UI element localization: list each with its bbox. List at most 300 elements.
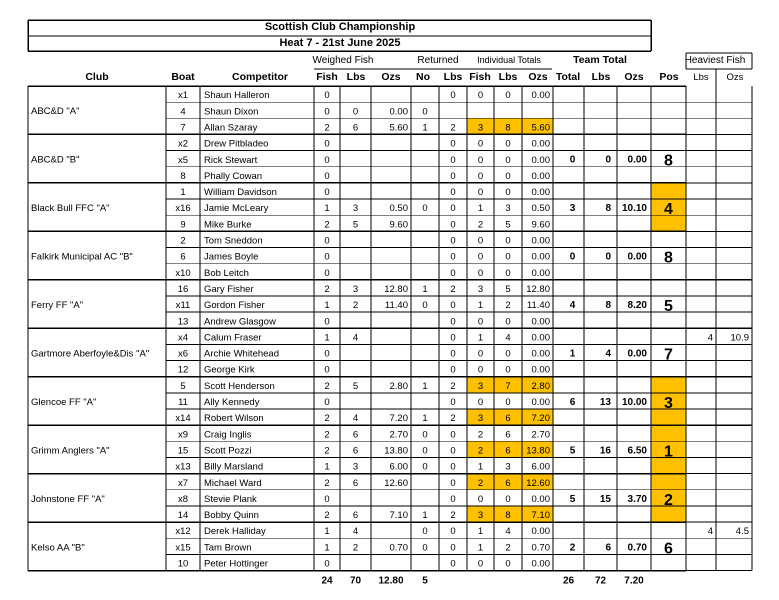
col-header-individual-fish: Fish (469, 71, 491, 83)
team-position: 8 (664, 249, 673, 267)
col-header-team-total: Total (555, 71, 581, 83)
individual-lbs: 0 (505, 170, 511, 182)
team-position: 4 (664, 201, 673, 219)
col-header-competitor: Competitor (232, 71, 288, 83)
competitor-name: Andrew Glasgow (204, 316, 276, 328)
individual-lbs: 6 (505, 429, 511, 441)
competitor-name: Calum Fraser (204, 332, 262, 344)
individual-fish: 2 (477, 429, 484, 441)
returned-count: 0 (422, 461, 428, 473)
weighed-fish-count: 1 (324, 542, 330, 554)
total-weighed-ozs: 12.80 (378, 575, 404, 587)
boat-number: x12 (175, 526, 191, 538)
individual-lbs: 0 (505, 493, 511, 505)
returned-lbs: 0 (450, 219, 456, 231)
competitor-name: Gary Fisher (204, 283, 254, 295)
individual-ozs: 6.00 (531, 461, 550, 473)
returned-lbs: 2 (450, 283, 456, 295)
individual-lbs: 0 (505, 235, 511, 247)
competitor-name: Jamie McLeary (204, 203, 269, 215)
team-total-lbs: 0 (605, 251, 611, 263)
returned-count: 1 (422, 510, 428, 522)
team-total-lbs: 13 (599, 396, 611, 408)
competitor-name: Derek Halliday (204, 526, 266, 538)
team-total-ozs: 8.20 (627, 300, 647, 312)
individual-ozs: 12.80 (526, 283, 550, 295)
individual-fish: 3 (477, 510, 484, 522)
returned-lbs: 0 (450, 445, 456, 457)
competitor-name: William Davidson (204, 187, 277, 199)
team-total-fish: 0 (569, 251, 576, 263)
team-position: 5 (664, 298, 673, 316)
competitor-name: Shaun Dixon (204, 106, 259, 118)
individual-lbs: 6 (505, 413, 511, 425)
returned-lbs: 0 (450, 235, 456, 247)
cell-fills (467, 118, 686, 522)
returned-lbs: 0 (450, 558, 456, 570)
returned-lbs: 0 (450, 251, 456, 263)
returned-lbs: 2 (450, 380, 456, 392)
returned-lbs: 0 (450, 187, 456, 199)
team-position: 2 (664, 491, 673, 509)
col-header-heaviest-lbs: Lbs (693, 72, 709, 83)
individual-fish: 1 (477, 461, 484, 473)
weighed-fish-count: 0 (324, 106, 330, 118)
individual-fish: 0 (477, 493, 484, 505)
individual-fish: 3 (477, 283, 484, 295)
weighed-fish-count: 1 (324, 526, 330, 538)
returned-lbs: 0 (450, 203, 456, 215)
individual-lbs: 0 (505, 364, 511, 376)
weighed-ozs: 7.10 (389, 510, 408, 522)
weighed-fish-count: 2 (324, 380, 330, 392)
col-header-returned-no: No (416, 71, 430, 83)
individual-ozs: 12.60 (526, 477, 550, 489)
individual-lbs: 0 (505, 90, 511, 102)
team-total-group-header: Team Total (573, 54, 627, 66)
individual-ozs: 0.00 (531, 364, 550, 376)
competitor-name: Scott Pozzi (204, 445, 252, 457)
individual-lbs: 0 (505, 267, 511, 279)
total-team-ozs: 7.20 (624, 575, 644, 587)
returned-lbs: 0 (450, 429, 456, 441)
competitor-name: James Boyle (204, 251, 259, 263)
weighed-fish-count: 0 (324, 187, 330, 199)
col-header-returned-lbs: Lbs (443, 71, 463, 83)
competitor-name: Gordon Fisher (204, 300, 265, 312)
individual-lbs: 0 (505, 138, 511, 150)
team-position: 1 (664, 443, 673, 461)
returned-lbs: 0 (450, 542, 456, 554)
weighed-ozs: 7.20 (389, 413, 408, 425)
team-position: 6 (664, 540, 673, 558)
boat-number: 4 (180, 106, 186, 118)
returned-count: 1 (422, 380, 428, 392)
col-header-weighed-lbs: Lbs (346, 71, 366, 83)
individual-lbs: 7 (505, 380, 511, 392)
competitor-name: Mike Burke (204, 219, 252, 231)
boat-number: x11 (175, 300, 191, 312)
totals-row (321, 576, 644, 587)
weighed-fish-count: 1 (324, 300, 330, 312)
boat-number: x10 (175, 267, 191, 279)
total-weighed-fish: 24 (321, 575, 333, 587)
returned-lbs: 0 (450, 348, 456, 360)
competitor-name: Bobby Quinn (204, 510, 259, 522)
individual-ozs: 0.00 (531, 397, 550, 408)
weighed-fish-count: 0 (324, 154, 330, 166)
returned-group-header: Returned (417, 55, 459, 66)
returned-lbs: 0 (450, 526, 456, 538)
weighed-fish-count: 0 (324, 397, 330, 408)
individual-lbs: 0 (505, 316, 511, 328)
individual-lbs: 0 (505, 187, 511, 199)
club-name: Kelso AA "B" (31, 542, 85, 554)
team-total-ozs: 0.00 (627, 348, 647, 360)
individual-lbs: 2 (505, 542, 511, 554)
weighed-fish-count: 2 (324, 445, 330, 457)
weighed-lbs: 6 (352, 445, 359, 457)
individual-fish: 0 (477, 138, 484, 150)
weighed-ozs: 0.00 (389, 106, 408, 118)
team-total-ozs: 0.70 (627, 542, 647, 554)
individual-fish: 1 (477, 203, 484, 215)
weighed-fish-count: 0 (324, 348, 330, 360)
returned-count: 1 (422, 413, 428, 425)
weighed-fish-count: 2 (324, 219, 330, 231)
individual-totals-group-header: Individual Totals (477, 55, 541, 65)
weighed-lbs: 4 (352, 526, 359, 538)
weighed-fish-count: 0 (324, 138, 330, 150)
weighed-lbs: 2 (352, 542, 359, 554)
boat-number: x9 (177, 429, 189, 441)
weighed-lbs: 4 (352, 413, 359, 425)
boat-number: x14 (175, 413, 191, 425)
weighed-fish-count: 2 (324, 510, 330, 522)
total-team-fish: 26 (562, 575, 575, 587)
individual-ozs: 0.00 (531, 493, 550, 505)
total-team-lbs: 72 (594, 575, 607, 587)
weighed-fish-count: 0 (324, 364, 330, 376)
weighed-fish-count: 1 (324, 461, 330, 473)
individual-ozs: 0.00 (531, 251, 550, 263)
boat-number: 8 (180, 170, 186, 182)
col-header-weighed-ozs: Ozs (381, 71, 401, 83)
weighed-fish-count: 0 (324, 558, 330, 570)
team-total-lbs: 8 (605, 300, 611, 312)
boat-number: x6 (177, 348, 189, 360)
returned-count: 0 (422, 203, 428, 215)
weighed-lbs: 3 (352, 283, 359, 295)
individual-fish: 0 (477, 397, 484, 408)
individual-ozs: 0.00 (531, 267, 550, 279)
individual-ozs: 0.00 (531, 348, 550, 360)
returned-lbs: 2 (450, 413, 456, 425)
individual-lbs: 6 (505, 477, 511, 489)
individual-fish: 1 (477, 332, 484, 344)
team-total-lbs: 8 (605, 203, 611, 215)
individual-ozs: 13.80 (526, 445, 550, 457)
boat-number: 11 (178, 397, 188, 408)
team-total-ozs: 3.70 (627, 493, 647, 505)
individual-fish: 2 (477, 445, 484, 457)
individual-ozs: 0.00 (531, 332, 550, 344)
team-total-lbs: 4 (605, 348, 611, 360)
individual-fish: 0 (477, 187, 484, 199)
returned-count: 0 (422, 300, 428, 312)
weighed-ozs: 12.80 (384, 283, 408, 295)
individual-lbs: 4 (505, 332, 511, 344)
returned-lbs: 0 (450, 267, 456, 279)
team-position: 8 (664, 152, 673, 170)
returned-count: 1 (422, 122, 428, 134)
individual-fish: 0 (477, 235, 484, 247)
boat-number: x1 (177, 90, 189, 102)
individual-ozs: 0.00 (531, 235, 550, 247)
returned-count: 1 (422, 283, 428, 295)
individual-ozs: 0.50 (531, 203, 550, 215)
competitor-name: Allan Szaray (204, 122, 258, 134)
individual-fish: 0 (477, 316, 484, 328)
team-position: 3 (664, 394, 673, 412)
individual-fish: 0 (477, 364, 484, 376)
weighed-fish-count: 0 (324, 170, 330, 182)
returned-lbs: 0 (450, 170, 456, 182)
club-name: Glencoe FF "A" (31, 396, 97, 408)
returned-lbs: 0 (450, 493, 456, 505)
competitor-name: Tom Sneddon (204, 235, 263, 247)
heaviest-fish-lbs: 4 (707, 526, 713, 538)
team-total-fish: 2 (569, 542, 576, 554)
weighed-lbs: 5 (352, 219, 359, 231)
competitor-name: Michael Ward (204, 477, 262, 489)
weighed-fish-count: 0 (324, 493, 330, 505)
individual-lbs: 0 (505, 348, 511, 360)
weighed-ozs: 5.60 (389, 122, 408, 134)
weighed-lbs: 5 (352, 380, 359, 392)
individual-lbs: 0 (505, 558, 511, 570)
individual-fish: 1 (477, 300, 484, 312)
boat-number: 9 (180, 219, 186, 231)
col-header-position: Pos (659, 71, 679, 83)
club-name: Black Bull FFC "A" (31, 203, 110, 215)
individual-ozs: 0.00 (531, 138, 550, 150)
boat-number: x5 (177, 154, 189, 166)
individual-lbs: 0 (505, 251, 511, 263)
club-name: Ferry FF "A" (31, 300, 84, 312)
weighed-lbs: 3 (352, 203, 359, 215)
team-total-fish: 5 (569, 445, 576, 457)
boat-number: 14 (177, 510, 189, 522)
individual-lbs: 8 (505, 122, 511, 134)
weighed-fish-count: 1 (324, 203, 330, 215)
col-header-heaviest-ozs: Ozs (726, 72, 744, 83)
team-total-fish: 5 (569, 493, 576, 505)
team-total-fish: 0 (569, 154, 576, 166)
returned-lbs: 0 (450, 154, 456, 166)
team-total-lbs: 16 (599, 445, 611, 457)
weighed-fish-count: 1 (324, 332, 330, 344)
weighed-ozs: 6.00 (389, 461, 408, 473)
col-header-weighed-fish: Fish (316, 71, 338, 83)
boat-number: 16 (177, 283, 189, 295)
boat-number: 7 (180, 122, 186, 134)
club-name: ABC&D "B" (31, 154, 80, 166)
boat-number: x16 (175, 203, 191, 215)
boat-number: x4 (177, 332, 189, 344)
individual-ozs: 7.10 (531, 510, 550, 522)
individual-fish: 1 (477, 542, 484, 554)
returned-lbs: 2 (450, 122, 456, 134)
competitor-name: George Kirk (204, 364, 255, 376)
competitor-name: Stevie Plank (204, 493, 257, 505)
weighed-lbs: 2 (352, 300, 359, 312)
individual-fish: 2 (477, 219, 484, 231)
competitor-name: Scott Henderson (204, 380, 275, 392)
returned-lbs: 0 (450, 397, 456, 408)
competitor-name: Ally Kennedy (204, 397, 260, 408)
returned-lbs: 0 (450, 461, 456, 473)
weighed-ozs: 12.60 (384, 477, 408, 489)
individual-lbs: 2 (505, 300, 511, 312)
weighed-lbs: 6 (352, 477, 359, 489)
weighed-fish-count: 2 (324, 122, 330, 134)
individual-ozs: 0.00 (531, 170, 550, 182)
weighed-ozs: 13.80 (384, 445, 408, 457)
boat-number: 2 (180, 235, 186, 247)
individual-fish: 1 (477, 526, 484, 538)
competitor-name: Drew Pitbladeo (204, 138, 269, 150)
boat-number: x2 (177, 138, 189, 150)
individual-ozs: 2.70 (531, 429, 550, 441)
competitor-name: Bob Leitch (204, 267, 249, 279)
weighed-fish-count: 2 (324, 477, 330, 489)
individual-ozs: 2.80 (531, 380, 550, 392)
individual-fish: 0 (477, 154, 484, 166)
team-total-lbs: 0 (605, 154, 611, 166)
weighed-lbs: 4 (352, 332, 359, 344)
competitor-name: Craig Inglis (204, 429, 252, 441)
boat-number: x7 (177, 477, 189, 489)
individual-ozs: 0.00 (531, 154, 550, 166)
total-weighed-lbs: 70 (349, 575, 362, 587)
individual-fish: 3 (477, 413, 484, 425)
individual-ozs: 0.00 (531, 187, 550, 199)
heaviest-fish-group-header: Heaviest Fish (684, 55, 746, 66)
individual-ozs: 9.60 (531, 219, 550, 231)
competitor-name: Shaun Halleron (204, 90, 270, 102)
boat-number: 13 (177, 316, 189, 328)
team-total-ozs: 0.00 (627, 154, 647, 166)
boat-number: 10 (177, 558, 189, 570)
individual-ozs: 0.00 (531, 526, 550, 538)
weighed-fish-count: 0 (324, 316, 330, 328)
individual-fish: 0 (477, 558, 484, 570)
col-header-individual-ozs: Ozs (528, 71, 548, 83)
individual-ozs: 5.60 (531, 122, 550, 134)
individual-ozs: 0.00 (531, 316, 550, 328)
weighed-ozs: 2.70 (389, 429, 408, 441)
returned-lbs: 0 (450, 90, 456, 102)
boat-number: x8 (177, 493, 189, 505)
club-name: Johnstone FF "A" (31, 493, 105, 505)
weighed-fish-group-header: Weighed Fish (312, 55, 374, 66)
weighed-fish-count: 2 (324, 413, 330, 425)
competitor-name: Billy Marsland (204, 461, 264, 473)
returned-lbs: 0 (450, 316, 456, 328)
weighed-fish-count: 2 (324, 283, 330, 295)
individual-lbs: 4 (505, 526, 511, 538)
competitor-name: Robert Wilson (204, 413, 264, 425)
team-total-fish: 3 (569, 203, 576, 215)
individual-lbs: 8 (505, 510, 511, 522)
individual-ozs: 0.70 (531, 542, 550, 554)
column-headers (85, 71, 743, 83)
individual-lbs: 6 (505, 445, 511, 457)
weighed-ozs: 11.40 (384, 300, 408, 312)
heaviest-fish-ozs: 10.9 (730, 332, 749, 344)
weighed-fish-count: 2 (324, 429, 330, 441)
boat-number: 1 (180, 187, 186, 199)
individual-ozs: 0.00 (531, 90, 550, 102)
competitor-name: Peter Hottinger (204, 558, 268, 570)
weighed-lbs: 6 (352, 510, 359, 522)
team-total-lbs: 6 (605, 542, 611, 554)
weighed-lbs: 6 (352, 122, 359, 134)
boat-number: 15 (177, 445, 189, 457)
boat-number: 5 (180, 380, 186, 392)
returned-lbs: 0 (450, 477, 456, 489)
heaviest-fish-lbs: 4 (707, 332, 713, 344)
weighed-fish-count: 0 (324, 90, 330, 102)
team-total-fish: 1 (569, 348, 576, 360)
col-header-individual-lbs: Lbs (498, 71, 518, 83)
weighed-lbs: 0 (352, 106, 359, 118)
competitor-name: Phally Cowan (204, 170, 263, 182)
individual-lbs: 3 (505, 461, 511, 473)
individual-fish: 3 (477, 380, 484, 392)
weighed-ozs: 0.70 (389, 542, 408, 554)
team-total-ozs: 6.50 (627, 445, 647, 457)
team-total-ozs: 10.10 (621, 203, 647, 215)
heaviest-fish-ozs: 4.5 (735, 526, 749, 538)
weighed-fish-count: 0 (324, 251, 330, 263)
individual-lbs: 3 (505, 203, 511, 215)
individual-lbs: 0 (505, 154, 511, 166)
individual-lbs: 5 (505, 219, 511, 231)
returned-count: 0 (422, 445, 428, 457)
weighed-ozs: 2.80 (389, 380, 408, 392)
col-header-team-ozs: Ozs (624, 71, 644, 83)
returned-count: 0 (422, 429, 428, 441)
team-total-fish: 6 (569, 396, 576, 408)
team-total-lbs: 15 (599, 493, 611, 505)
returned-count: 0 (422, 526, 428, 538)
individual-fish: 0 (477, 251, 484, 263)
weighed-fish-count: 0 (324, 267, 330, 279)
col-header-team-lbs: Lbs (591, 71, 611, 83)
boat-number: x13 (175, 461, 191, 473)
individual-fish: 0 (477, 267, 484, 279)
weighed-ozs: 0.50 (389, 203, 408, 215)
club-name: Gartmore Aberfoyle&Dis "A" (31, 348, 150, 360)
individual-ozs: 0.00 (531, 558, 550, 570)
returned-lbs: 0 (450, 138, 456, 150)
returned-count: 0 (422, 542, 428, 554)
club-name: Grimm Anglers "A" (31, 445, 110, 457)
individual-lbs: 5 (505, 283, 511, 295)
individual-ozs: 11.40 (526, 300, 550, 312)
